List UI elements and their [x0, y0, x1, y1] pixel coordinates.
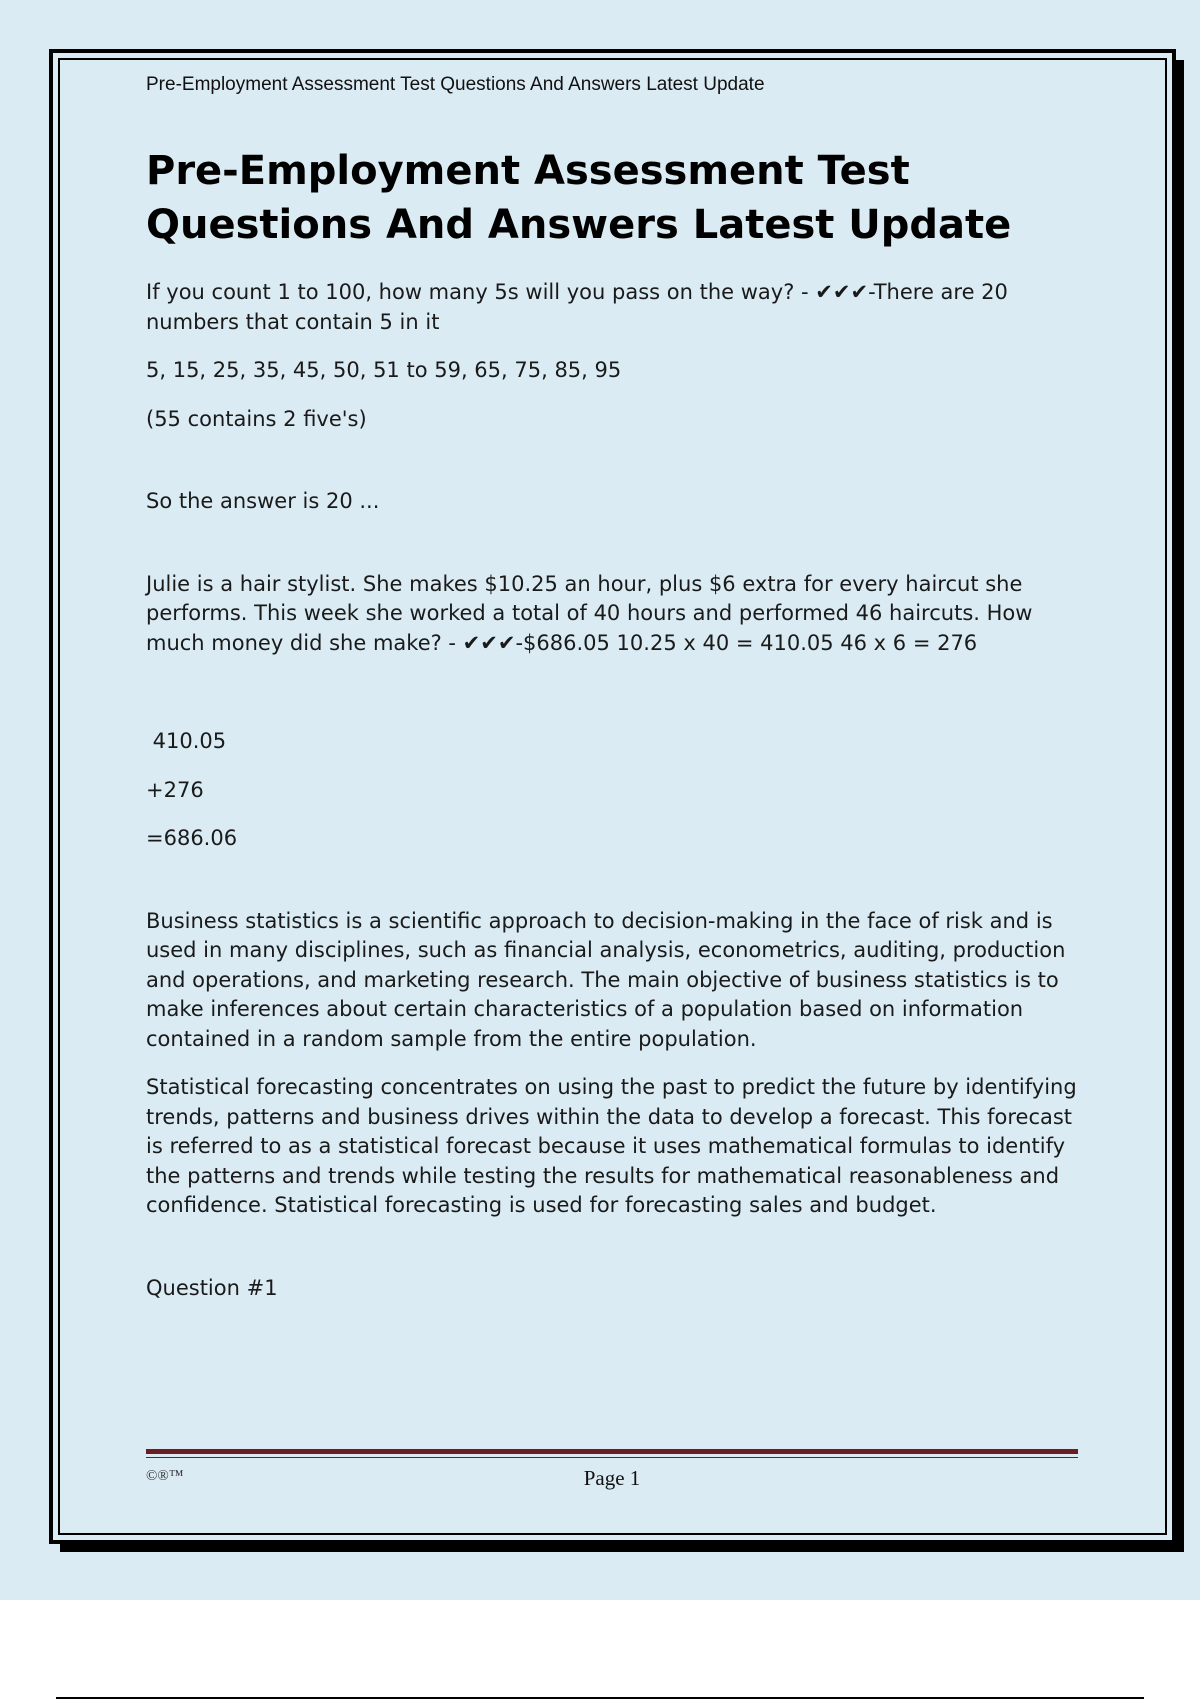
paragraph-statistical-forecasting: Statistical forecasting concentrates on using the past to predict the future by identifying trends, patterns and business drives within the data to develop a forecast. This forecast is referred to as a statistical forecast because it uses mathematical formulas to identify the patterns and trends while testing the results for mathematical reasonableness and confidence. Statistical forecasting is used for forecasting sales and budget. [146, 1075, 1077, 1217]
paragraph-question-heading: Question #1 [146, 1275, 278, 1300]
document-body [146, 70, 1078, 1322]
paragraph-sum-result: =686.06 [146, 826, 238, 850]
paragraph-sum-line-2: +276 [146, 777, 204, 802]
page-title: Pre-Employment Assessment Test Questions And Answers Latest Update [146, 148, 1012, 248]
paragraph-note: (55 contains 2 five's) [146, 406, 367, 431]
paragraph-answer: So the answer is 20 ... [146, 489, 380, 513]
next-page-top-rule [56, 1697, 1144, 1699]
paragraph-sum-line-1: 410.05 [146, 729, 227, 753]
page-footer [146, 1449, 1078, 1492]
footer-rule [146, 1449, 1078, 1454]
paragraph-julie-question: Julie is a hair stylist. She makes $10.25 an hour, plus $6 extra for every haircut she performs. This week she worked a total of 40 hours and performed 46 haircuts. How much money did she make? - ✔✔✔-$686.05 10.25 x 40 = 410.05 46 x 6 = 276 [146, 571, 1033, 655]
paragraph-number-list: 5, 15, 25, 35, 45, 50, 51 to 59, 65, 75, 85, 95 [146, 358, 622, 382]
page-number: Page 1 [583, 1466, 641, 1490]
paragraph-count-question: If you count 1 to 100, how many 5s will you pass on the way? - ✔✔✔-There are 20 numbers that contain 5 in it [146, 280, 1008, 334]
paragraph-business-statistics: Business statistics is a scientific approach to decision-making in the face of risk and is used in many disciplines, such as financial analysis, econometrics, auditing, production and operations, and marketing research. The main objective of business statistics is to make inferences about certain characteristics of a population based on information contained in a random sample from the entire population. [146, 908, 1066, 1051]
footer-symbols: ©®™ [146, 1468, 184, 1484]
running-header: Pre-Employment Assessment Test Questions And Answers Latest Update [146, 74, 765, 95]
footer-row [146, 1458, 1078, 1492]
